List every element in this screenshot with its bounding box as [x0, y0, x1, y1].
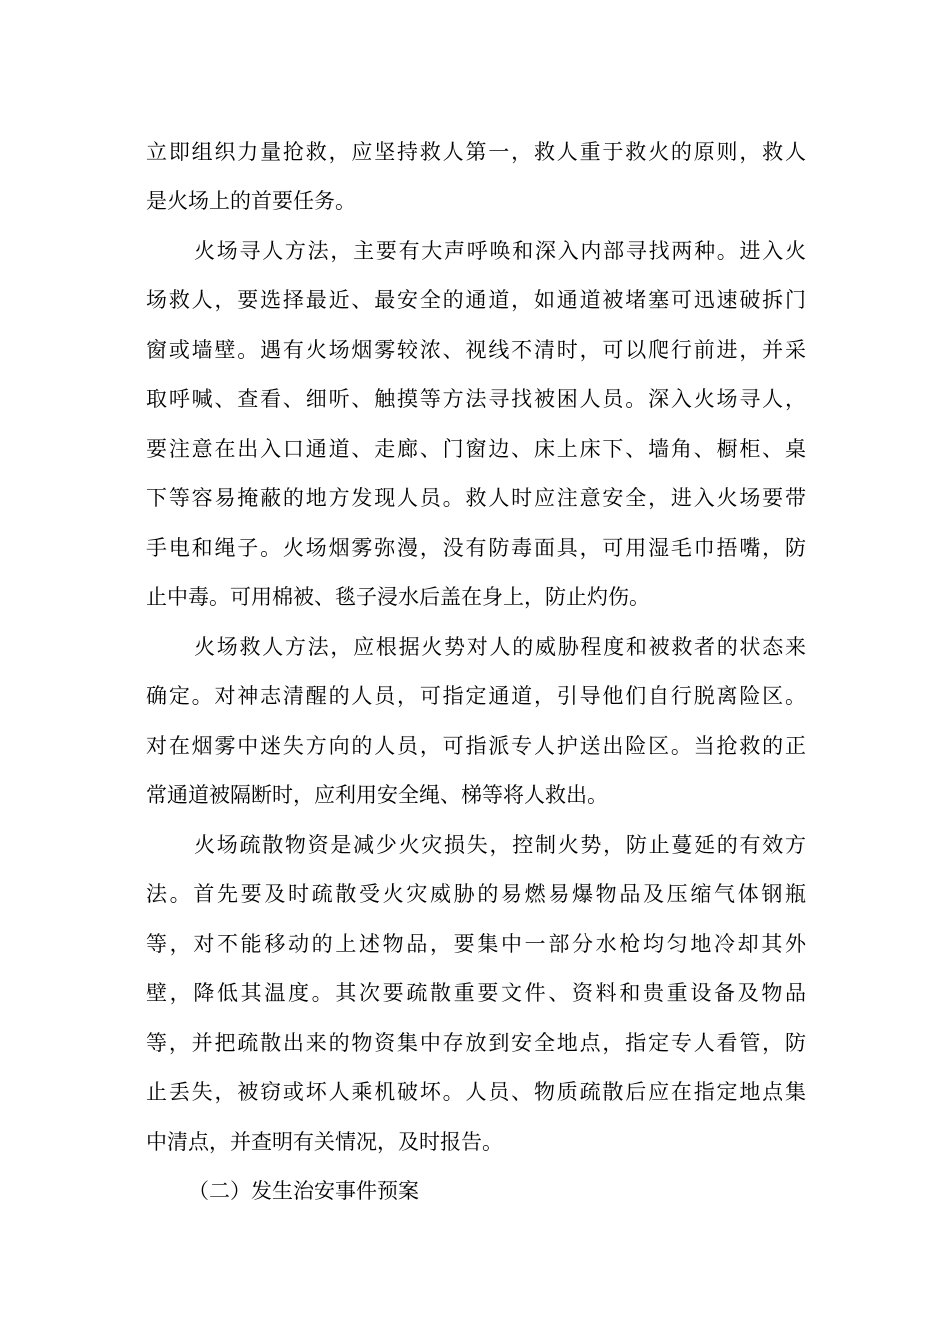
- paragraph-2-line-8: 止中毒。可用棉被、毯子浸水后盖在身上，防止灼伤。: [146, 585, 650, 609]
- paragraph-2-line-2: 场救人，要选择最近、最安全的通道，如通道被堵塞可迅速破拆门: [146, 288, 806, 312]
- paragraph-4-line-1: 火场疏散物资是减少火灾损失，控制火势，防止蔓延的有效方: [194, 833, 806, 857]
- paragraph-4-line-6: 止丢失，被窃或坏人乘机破坏。人员、物质疏散后应在指定地点集: [146, 1080, 806, 1104]
- paragraph-2-line-7: 手电和绳子。火场烟雾弥漫，没有防毒面具，可用湿毛巾捂嘴，防: [146, 536, 806, 560]
- paragraph-4-line-5: 等，并把疏散出来的物资集中存放到安全地点，指定专人看管，防: [146, 1031, 806, 1055]
- paragraph-4-line-3: 等，对不能移动的上述物品，要集中一部分水枪均匀地冷却其外: [146, 932, 806, 956]
- paragraph-2-line-1: 火场寻人方法，主要有大声呼唤和深入内部寻找两种。进入火: [194, 239, 806, 263]
- paragraph-2-line-3: 窗或墙壁。遇有火场烟雾较浓、视线不清时，可以爬行前进，并采: [146, 338, 806, 362]
- paragraph-3-line-2: 确定。对神志清醒的人员，可指定通道，引导他们自行脱离险区。: [146, 684, 806, 708]
- paragraph-4-line-2: 法。首先要及时疏散受火灾威胁的易燃易爆物品及压缩气体钢瓶: [146, 882, 806, 906]
- paragraph-3-line-4: 常通道被隔断时，应利用安全绳、梯等将人救出。: [146, 783, 608, 807]
- paragraph-3-line-1: 火场救人方法，应根据火势对人的威胁程度和被救者的状态来: [194, 635, 806, 659]
- paragraph-4-line-4: 壁，降低其温度。其次要疏散重要文件、资料和贵重设备及物品: [146, 981, 806, 1005]
- paragraph-4-line-7: 中清点，并查明有关情况，及时报告。: [146, 1130, 503, 1154]
- paragraph-2-line-4: 取呼喊、查看、细听、触摸等方法寻找被困人员。深入火场寻人，: [146, 387, 806, 411]
- paragraph-2-line-5: 要注意在出入口通道、走廊、门窗边、床上床下、墙角、橱柜、桌: [146, 437, 806, 461]
- paragraph-1-line-2: 是火场上的首要任务。: [146, 189, 356, 213]
- section-heading: （二）发生治安事件预案: [188, 1179, 419, 1203]
- paragraph-2-line-6: 下等容易掩蔽的地方发现人员。救人时应注意安全，进入火场要带: [146, 486, 806, 510]
- paragraph-3-line-3: 对在烟雾中迷失方向的人员，可指派专人护送出险区。当抢救的正: [146, 734, 806, 758]
- paragraph-1-line-1: 立即组织力量抢救，应坚持救人第一，救人重于救火的原则，救人: [146, 140, 806, 164]
